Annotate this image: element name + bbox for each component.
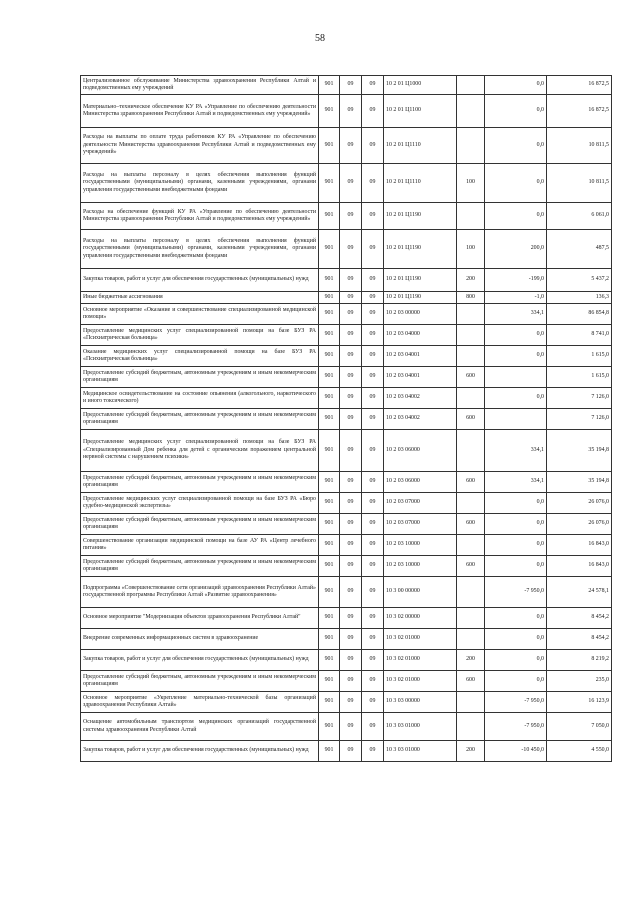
table-row [81,292,612,304]
row-expense-type [457,95,485,128]
row-total-amount: 235,0 [547,671,612,692]
row-admin-code: 901 [319,472,340,493]
table-row [81,128,612,164]
row-target-article: 10 2 03 04002 [384,388,457,409]
row-section: 09 [340,535,362,556]
row-expense-type [457,692,485,713]
row-admin-code: 901 [319,671,340,692]
row-total-amount: 10 811,5 [547,128,612,164]
row-total-amount: 136,3 [547,292,612,304]
row-change-amount: 334,1 [485,304,547,325]
row-expense-type [457,535,485,556]
row-expense-type [457,76,485,95]
table-row [81,629,612,650]
row-section: 09 [340,713,362,741]
row-change-amount: 0,0 [485,493,547,514]
row-change-amount: 0,0 [485,203,547,230]
row-description: Оказание медицинских услуг специализированной помощи на базе БУЗ РА «Психиатрическая больница» [81,346,319,367]
row-description: Закупка товаров, работ и услуг для обеспечения государственных (муниципальных) нужд [81,650,319,671]
row-description: Совершенствование организации медицинской помощи на базе АУ РА «Центр лечебного питания» [81,535,319,556]
row-target-article: 10 3 02 00000 [384,608,457,629]
row-target-article: 10 2 01 Ц1000 [384,76,457,95]
row-change-amount: 0,0 [485,164,547,203]
row-description: Иные бюджетные ассигнования [81,292,319,304]
row-admin-code: 901 [319,409,340,430]
row-admin-code: 901 [319,128,340,164]
row-subsection: 09 [362,741,384,762]
table-row [81,514,612,535]
row-expense-type: 800 [457,292,485,304]
row-expense-type [457,128,485,164]
row-admin-code: 901 [319,608,340,629]
row-admin-code: 901 [319,650,340,671]
table-row [81,493,612,514]
table-row [81,671,612,692]
page-number: 58 [315,33,325,44]
row-total-amount: 8 741,0 [547,325,612,346]
row-description: Закупка товаров, работ и услуг для обеспечения государственных (муниципальных) нужд [81,269,319,292]
row-target-article: 10 2 03 07000 [384,514,457,535]
row-subsection: 09 [362,95,384,128]
row-target-article: 10 2 03 04000 [384,325,457,346]
row-subsection: 09 [362,304,384,325]
row-change-amount: 0,0 [485,629,547,650]
row-change-amount: -7 950,0 [485,692,547,713]
table-row [81,367,612,388]
row-change-amount: 0,0 [485,650,547,671]
row-target-article: 10 2 03 00000 [384,304,457,325]
table-row [81,203,612,230]
row-subsection: 09 [362,346,384,367]
row-total-amount: 7 050,0 [547,713,612,741]
row-admin-code: 901 [319,514,340,535]
row-change-amount [485,367,547,388]
row-subsection: 09 [362,367,384,388]
table-row [81,388,612,409]
row-target-article: 10 2 01 Ц1190 [384,292,457,304]
row-description: Материально–техническое обеспечение КУ РА «Управление по обеспечению деятельности Министерства здравоохранения Республики Алтай и подведомственных ему учреждений» [81,95,319,128]
row-target-article: 10 2 01 Ц1190 [384,269,457,292]
row-section: 09 [340,76,362,95]
row-subsection: 09 [362,292,384,304]
row-description: Предоставление субсидий бюджетным, автономным учреждениям и иным некоммерческим организациям [81,671,319,692]
row-total-amount: 16 123,9 [547,692,612,713]
row-description: Подпрограмма «Совершенствование сети организаций здравоохранения Республики Алтай» государственной программы Республики Алтай «Развитие здравоохранения» [81,577,319,608]
row-description: Медицинское освидетельствование на состояние опьянения (алкогольного, наркотического и иного токсического) [81,388,319,409]
table-row [81,692,612,713]
row-total-amount: 16 843,0 [547,535,612,556]
row-admin-code: 901 [319,346,340,367]
row-expense-type: 600 [457,367,485,388]
row-total-amount: 35 194,8 [547,472,612,493]
row-expense-type: 100 [457,164,485,203]
row-total-amount: 1 615,0 [547,367,612,388]
row-admin-code: 901 [319,76,340,95]
row-change-amount: 334,1 [485,430,547,472]
table-row [81,346,612,367]
table-row [81,713,612,741]
row-subsection: 09 [362,430,384,472]
row-expense-type: 600 [457,472,485,493]
row-expense-type [457,713,485,741]
row-change-amount: 0,0 [485,388,547,409]
row-description: Предоставление субсидий бюджетным, автономным учреждениям и иным некоммерческим организациям [81,514,319,535]
row-description: Расходы на обеспечение функций КУ РА «Управление по обеспечению деятельности Министерства здравоохранения Республики Алтай и подведомственных ему учреждений» [81,203,319,230]
row-change-amount [485,409,547,430]
row-section: 09 [340,346,362,367]
row-section: 09 [340,692,362,713]
row-total-amount: 8 454,2 [547,629,612,650]
row-target-article: 10 3 00 00000 [384,577,457,608]
row-description: Предоставление медицинских услуг специализированной помощи на базе БУЗ РА «Специализированный Дом ребенка для детей с органическим поражением центральной нервной системы с нарушением психики» [81,430,319,472]
row-expense-type: 200 [457,650,485,671]
row-total-amount: 8 219,2 [547,650,612,671]
row-target-article: 10 3 03 01000 [384,713,457,741]
table-row [81,325,612,346]
row-subsection: 09 [362,535,384,556]
row-admin-code: 901 [319,325,340,346]
row-section: 09 [340,472,362,493]
row-total-amount: 10 811,5 [547,164,612,203]
row-subsection: 09 [362,650,384,671]
row-expense-type [457,577,485,608]
row-subsection: 09 [362,472,384,493]
table-row [81,472,612,493]
row-admin-code: 901 [319,203,340,230]
row-expense-type: 100 [457,230,485,269]
row-target-article: 10 2 03 10000 [384,535,457,556]
row-subsection: 09 [362,269,384,292]
row-section: 09 [340,367,362,388]
row-expense-type: 600 [457,409,485,430]
row-admin-code: 901 [319,388,340,409]
row-expense-type [457,203,485,230]
row-description: Предоставление субсидий бюджетным, автономным учреждениям и иным некоммерческим организациям [81,409,319,430]
table-row [81,608,612,629]
row-total-amount: 16 843,0 [547,556,612,577]
row-target-article: 10 2 03 07000 [384,493,457,514]
row-expense-type [457,304,485,325]
row-total-amount: 7 126,0 [547,388,612,409]
row-total-amount: 86 854,8 [547,304,612,325]
row-section: 09 [340,608,362,629]
row-subsection: 09 [362,493,384,514]
row-subsection: 09 [362,388,384,409]
row-target-article: 10 2 01 Ц1190 [384,230,457,269]
row-subsection: 09 [362,577,384,608]
row-subsection: 09 [362,325,384,346]
row-target-article: 10 3 02 01000 [384,671,457,692]
row-subsection: 09 [362,203,384,230]
table-row [81,650,612,671]
row-section: 09 [340,128,362,164]
row-admin-code: 901 [319,230,340,269]
row-expense-type: 200 [457,741,485,762]
row-section: 09 [340,203,362,230]
row-change-amount: 0,0 [485,535,547,556]
row-admin-code: 901 [319,95,340,128]
row-description: Оснащение автомобильным транспортом медицинских организаций государственной системы здравоохранения Республики Алтай [81,713,319,741]
row-change-amount: 0,0 [485,76,547,95]
row-target-article: 10 2 03 06000 [384,430,457,472]
row-admin-code: 901 [319,269,340,292]
row-description: Основное мероприятие "Модернизация объектов здравоохранения Республики Алтай" [81,608,319,629]
row-change-amount: 334,1 [485,472,547,493]
row-description: Централизованное обслуживание Министерства здравоохранения Республики Алтай и подведомственных ему учреждений [81,76,319,95]
table-row [81,430,612,472]
row-admin-code: 901 [319,741,340,762]
row-description: Предоставление субсидий бюджетным, автономным учреждениям и иным некоммерческим организациям [81,472,319,493]
row-change-amount: 0,0 [485,556,547,577]
row-change-amount: -7 950,0 [485,577,547,608]
row-total-amount: 16 872,5 [547,76,612,95]
row-subsection: 09 [362,629,384,650]
row-total-amount: 4 550,0 [547,741,612,762]
row-change-amount: -1,0 [485,292,547,304]
row-section: 09 [340,409,362,430]
row-target-article: 10 2 03 04001 [384,346,457,367]
row-section: 09 [340,671,362,692]
row-change-amount: -7 950,0 [485,713,547,741]
row-description: Предоставление медицинских услуг специализированной помощи на базе БУЗ РА «Психиатрическая больница» [81,325,319,346]
row-expense-type: 600 [457,671,485,692]
row-subsection: 09 [362,409,384,430]
row-change-amount: 0,0 [485,128,547,164]
row-subsection: 09 [362,128,384,164]
row-section: 09 [340,230,362,269]
row-section: 09 [340,629,362,650]
row-subsection: 09 [362,164,384,203]
row-total-amount: 26 076,0 [547,514,612,535]
budget-table [80,75,612,762]
row-target-article: 10 3 03 00000 [384,692,457,713]
table-row [81,535,612,556]
row-section: 09 [340,493,362,514]
row-change-amount: 0,0 [485,671,547,692]
row-admin-code: 901 [319,629,340,650]
row-section: 09 [340,577,362,608]
row-total-amount: 26 076,0 [547,493,612,514]
row-target-article: 10 3 03 01000 [384,741,457,762]
row-expense-type [457,325,485,346]
table-row [81,164,612,203]
row-target-article: 10 3 02 01000 [384,650,457,671]
row-target-article: 10 2 03 06000 [384,472,457,493]
row-admin-code: 901 [319,713,340,741]
row-section: 09 [340,269,362,292]
row-description: Предоставление субсидий бюджетным, автономным учреждениям и иным некоммерческим организациям [81,556,319,577]
row-admin-code: 901 [319,556,340,577]
row-admin-code: 901 [319,164,340,203]
row-total-amount: 1 615,0 [547,346,612,367]
row-description: Внедрение современных информационных систем в здравоохранение [81,629,319,650]
row-expense-type: 600 [457,514,485,535]
row-total-amount: 487,5 [547,230,612,269]
row-subsection: 09 [362,556,384,577]
table-row [81,304,612,325]
row-total-amount: 5 437,2 [547,269,612,292]
table-row [81,556,612,577]
row-subsection: 09 [362,713,384,741]
row-expense-type [457,629,485,650]
table-row [81,409,612,430]
row-section: 09 [340,430,362,472]
table-row [81,76,612,95]
row-change-amount: 0,0 [485,608,547,629]
row-expense-type [457,608,485,629]
row-target-article: 10 2 01 Ц1190 [384,203,457,230]
table-row [81,95,612,128]
row-admin-code: 901 [319,430,340,472]
row-admin-code: 901 [319,304,340,325]
row-description: Расходы на выплаты персоналу в целях обеспечения выполнения функций государственными (муниципальными) органами, казенными учреждениями, органами управления государственными внебюджетными фондами [81,230,319,269]
row-subsection: 09 [362,230,384,269]
row-change-amount: 0,0 [485,95,547,128]
row-expense-type: 200 [457,269,485,292]
row-admin-code: 901 [319,493,340,514]
row-total-amount: 7 126,0 [547,409,612,430]
row-expense-type: 600 [457,556,485,577]
row-section: 09 [340,95,362,128]
row-subsection: 09 [362,76,384,95]
row-total-amount: 35 194,8 [547,430,612,472]
row-total-amount: 16 872,5 [547,95,612,128]
row-change-amount: 0,0 [485,325,547,346]
row-target-article: 10 2 03 10000 [384,556,457,577]
row-section: 09 [340,556,362,577]
row-admin-code: 901 [319,692,340,713]
row-admin-code: 901 [319,577,340,608]
row-target-article: 10 2 01 Ц1110 [384,164,457,203]
row-section: 09 [340,650,362,671]
row-expense-type [457,493,485,514]
row-change-amount: -10 450,0 [485,741,547,762]
row-subsection: 09 [362,608,384,629]
row-description: Предоставление медицинских услуг специализированной помощи на базе БУЗ РА «Бюро судебно-медицинской экспертизы» [81,493,319,514]
row-description: Расходы на выплаты по оплате труда работников КУ РА «Управление по обеспечению деятельности Министерства здравоохранения Республики Алтай и подведомственных ему учреждений» [81,128,319,164]
table-row [81,741,612,762]
row-section: 09 [340,514,362,535]
row-admin-code: 901 [319,367,340,388]
row-change-amount: -199,0 [485,269,547,292]
row-section: 09 [340,388,362,409]
row-subsection: 09 [362,514,384,535]
row-admin-code: 901 [319,535,340,556]
row-description: Закупка товаров, работ и услуг для обеспечения государственных (муниципальных) нужд [81,741,319,762]
row-target-article: 10 2 03 04002 [384,409,457,430]
row-section: 09 [340,292,362,304]
table-row [81,230,612,269]
row-description: Расходы на выплаты персоналу в целях обеспечения выполнения функций государственными (муниципальными) органами, казенными учреждениями, органами управления государственными внебюджетными фондами [81,164,319,203]
table-row [81,577,612,608]
row-admin-code: 901 [319,292,340,304]
row-expense-type [457,388,485,409]
row-expense-type [457,346,485,367]
row-total-amount: 24 578,1 [547,577,612,608]
row-subsection: 09 [362,692,384,713]
row-subsection: 09 [362,671,384,692]
row-change-amount: 200,0 [485,230,547,269]
row-section: 09 [340,741,362,762]
row-target-article: 10 2 03 04001 [384,367,457,388]
row-description: Основное мероприятие «Укрепление материально-технической базы организаций здравоохранения Республики Алтай» [81,692,319,713]
row-description: Предоставление субсидий бюджетным, автономным учреждениям и иным некоммерческим организациям [81,367,319,388]
row-target-article: 10 2 01 Ц1110 [384,128,457,164]
row-section: 09 [340,304,362,325]
row-section: 09 [340,325,362,346]
row-target-article: 10 2 01 Ц1100 [384,95,457,128]
row-expense-type [457,430,485,472]
row-total-amount: 8 454,2 [547,608,612,629]
row-description: Основное мероприятие «Оказание и совершенствование специализированной медицинской помощи» [81,304,319,325]
row-change-amount: 0,0 [485,346,547,367]
row-target-article: 10 3 02 01000 [384,629,457,650]
table-row [81,269,612,292]
row-change-amount: 0,0 [485,514,547,535]
row-section: 09 [340,164,362,203]
row-total-amount: 6 061,0 [547,203,612,230]
